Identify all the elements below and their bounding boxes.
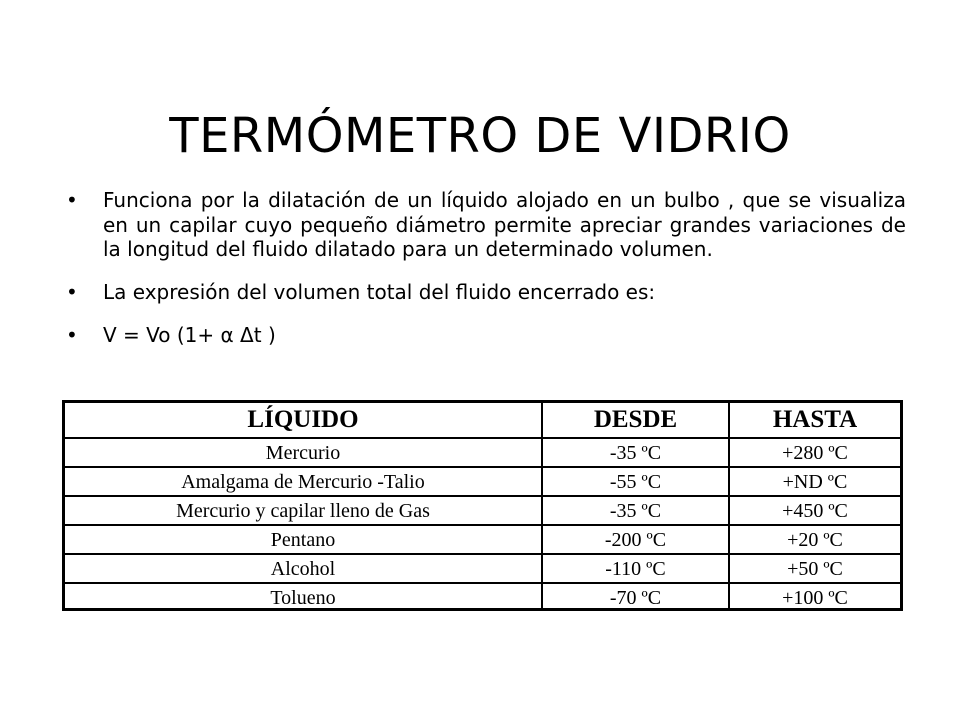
bullet-item: [66, 323, 906, 348]
cell-to: +450 ºC: [729, 496, 900, 525]
cell-from: -55 ºC: [542, 467, 729, 496]
cell-liquid: Mercurio y capilar lleno de Gas: [65, 496, 542, 525]
bullet-dot-icon: •: [66, 279, 78, 304]
cell-to: +20 ºC: [729, 525, 900, 554]
slide-title: TERMÓMETRO DE VIDRIO: [169, 108, 791, 165]
bullet-list: [66, 188, 906, 366]
cell-from: -110 ºC: [542, 554, 729, 583]
header-liquido: LÍQUIDO: [65, 403, 542, 438]
cell-from: -35 ºC: [542, 438, 729, 467]
cell-liquid: Tolueno: [65, 583, 542, 611]
cell-liquid: Alcohol: [65, 554, 542, 583]
cell-to: +280 ºC: [729, 438, 900, 467]
bullet-dot-icon: •: [66, 322, 78, 347]
liquids-table: [65, 403, 900, 611]
table-header-row: [65, 403, 900, 438]
cell-to: +ND ºC: [729, 467, 900, 496]
cell-from: -200 ºC: [542, 525, 729, 554]
bullet-dot-icon: •: [66, 188, 78, 212]
liquids-table-frame: [62, 400, 903, 611]
bullet-text: La expresión del volumen total del fluido encerrado es:: [103, 279, 656, 304]
bullet-item: [66, 188, 906, 262]
cell-from: -35 ºC: [542, 496, 729, 525]
table-row: [65, 583, 900, 611]
cell-liquid: Mercurio: [65, 438, 542, 467]
cell-from: -70 ºC: [542, 583, 729, 611]
cell-to: +50 ºC: [729, 554, 900, 583]
table-row: [65, 554, 900, 583]
cell-liquid: Pentano: [65, 525, 542, 554]
bullet-item: [66, 280, 906, 305]
cell-to: +100 ºC: [729, 583, 900, 611]
table-row: [65, 467, 900, 496]
table-row: [65, 438, 900, 467]
table-row: [65, 496, 900, 525]
header-desde: DESDE: [542, 403, 729, 438]
bullet-text: V = Vo (1+ α Δt ): [103, 322, 276, 347]
cell-liquid: Amalgama de Mercurio -Talio: [65, 467, 542, 496]
header-hasta: HASTA: [729, 403, 900, 438]
table-row: [65, 525, 900, 554]
bullet-text: Funciona por la dilatación de un líquido alojado en un bulbo , que se visualiza en un capilar cuyo pequeño diámetro permite apreciar grandes variaciones de la longitud del fluido dilatado para un determinado volumen.: [103, 188, 906, 261]
